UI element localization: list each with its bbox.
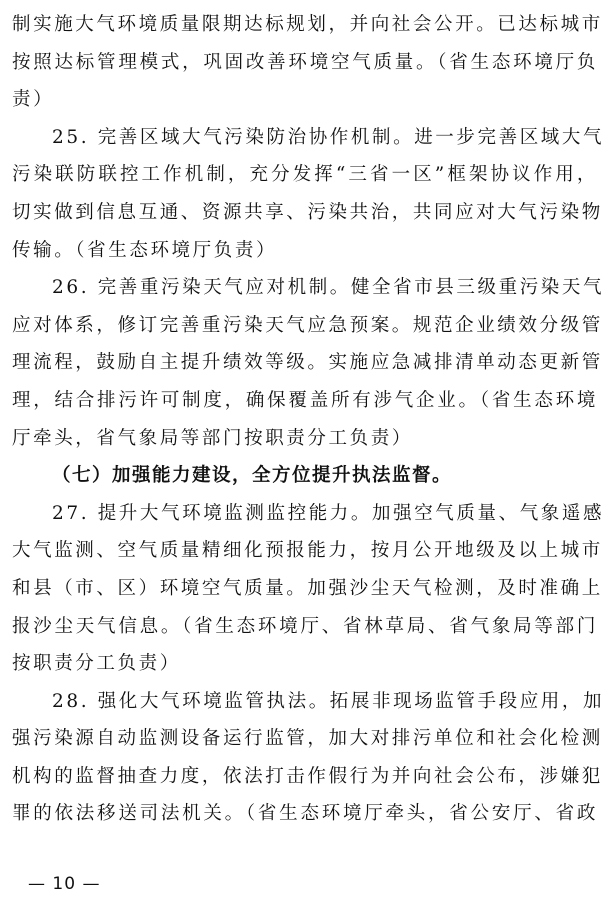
text-line: 污染联防联控工作机制，充分发挥“三省一区”框架协议作用， — [12, 164, 598, 186]
text-line: 大气监测、空气质量精细化预报能力，按月公开地级及以上城市 — [12, 540, 603, 562]
text-line: 应对体系，修订完善重污染天气应急预案。规范企业绩效分级管 — [12, 314, 603, 336]
paragraph-27-start: 27. 提升大气环境监测监控能力。加强空气质量、气象遥感 — [52, 502, 605, 524]
page-number: — 10 — — [28, 874, 101, 894]
text-line: 理流程，鼓励自主提升绩效等级。实施应急减排清单动态更新管 — [12, 352, 603, 374]
text-line: 和县（市、区）环境空气质量。加强沙尘天气检测，及时准确上 — [12, 577, 603, 599]
section-heading: （七）加强能力建设，全方位提升执法监督。 — [52, 465, 453, 487]
text-line: 强污染源自动监测设备运行监管，加大对排污单位和社会化检测 — [12, 728, 603, 750]
text-line: 报沙尘天气信息。（省生态环境厅、省林草局、省气象局等部门 — [12, 615, 598, 637]
paragraph-25-start: 25. 完善区域大气污染防治协作机制。进一步完善区域大气 — [52, 126, 605, 148]
text-line: 切实做到信息互通、资源共享、污染共治，共同应对大气污染物 — [12, 201, 603, 223]
text-line: 厅牵头，省气象局等部门按职责分工负责） — [12, 427, 413, 449]
text-line: 按职责分工负责） — [12, 653, 181, 675]
text-line: 理，结合排污许可制度，确保覆盖所有涉气企业。（省生态环境 — [12, 389, 598, 411]
text-line: 制实施大气环境质量限期达标规划，并向社会公开。已达标城市 — [12, 14, 603, 35]
text-line: 罪的依法移送司法机关。（省生态环境厅牵头，省公安厅、省政 — [12, 803, 598, 825]
text-line: 按照达标管理模式，巩固改善环境空气质量。（省生态环境厅负 — [12, 51, 598, 73]
text-line: 传输。（省生态环境厅负责） — [12, 239, 278, 261]
text-line: 机构的监督抽查力度，依法打击作假行为并向社会公布，涉嫌犯 — [12, 765, 603, 787]
paragraph-26-start: 26. 完善重污染天气应对机制。健全省市县三级重污染天气 — [52, 277, 605, 299]
text-line: 责） — [12, 89, 55, 111]
paragraph-28-start: 28. 强化大气环境监管执法。拓展非现场监管手段应用，加 — [52, 690, 605, 712]
